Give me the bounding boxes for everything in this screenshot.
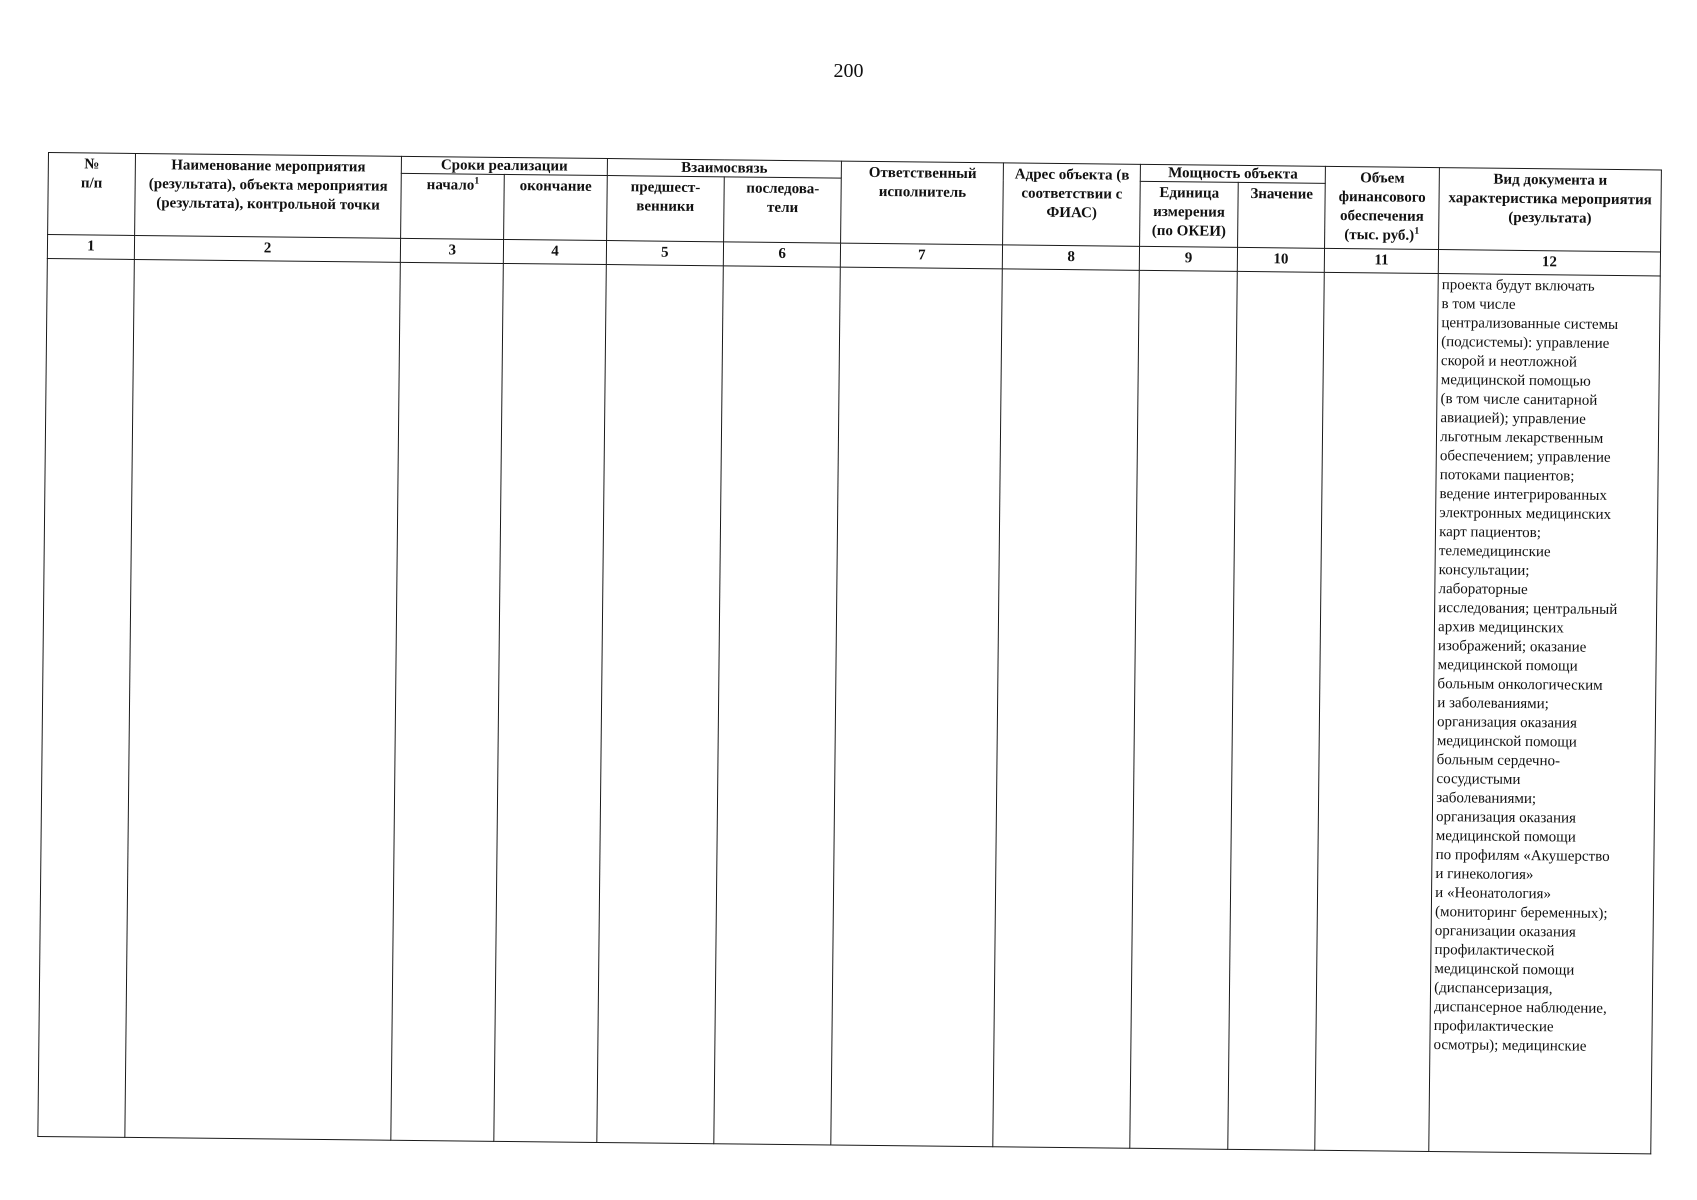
header-funding-sup: 1 [1414, 225, 1420, 237]
cell-number [38, 258, 134, 1137]
column-number: 3 [401, 238, 505, 263]
header-group-link: Взаимосвязь [607, 159, 842, 179]
cell-start [391, 262, 504, 1141]
column-number: 6 [723, 242, 841, 267]
header-row-1 [48, 153, 1661, 187]
cell-responsible [831, 267, 1002, 1147]
column-number: 7 [841, 243, 1003, 269]
header-responsible: Ответственный исполнитель [841, 161, 1004, 245]
cell-successors [714, 266, 841, 1145]
column-number: 8 [1003, 245, 1140, 270]
column-number: 4 [504, 239, 606, 264]
header-funding-label: Объем финансового обеспечения (тыс. руб.) [1338, 170, 1426, 244]
cell-predecessors [596, 265, 723, 1144]
header-address: Адрес объекта (в соответствии с ФИАС) [1003, 163, 1141, 246]
column-number: 11 [1324, 248, 1438, 273]
column-number: 10 [1237, 247, 1324, 272]
table-row [38, 258, 1660, 1153]
header-successors: последова- тели [724, 177, 842, 243]
cell-address [993, 269, 1139, 1148]
cell-funding [1315, 272, 1439, 1151]
header-unit: Единица измерения (по ОКЕИ) [1140, 181, 1239, 247]
header-document-type: Вид документа и характеристика мероприятия (результата) [1439, 168, 1662, 252]
cell-document-description: проекта будут включать в том числе централизованные системы (подсистемы): управление скорой и неотложной медицинской помощью (в том числе санитарной авиацией); управление льготным лекарственным обеспечением; управление потоками пациентов; ведение интегрированных электронных медицинских карт пациентов; телемедицинские консультации; лабораторные исследования; центральный архив медицинских изображений; оказание медицинской помощи больным онкологическим и заболеваниями; организация оказания медицинской помощи больным сердечно- сосудистыми заболеваниями; организация оказания медицинской помощи по профилям «Акушерство и гинекология» и «Неонатология» (мониторинг беременных); организации оказания профилактической медицинской помощи (диспансеризация, диспансерное наблюдение, профилактические осмотры); медицинские [1429, 274, 1660, 1154]
header-end: окончание [504, 174, 607, 240]
cell-name [125, 259, 401, 1140]
cell-value [1228, 271, 1324, 1150]
column-number: 2 [134, 235, 401, 262]
cell-end [494, 263, 606, 1142]
header-group-terms: Сроки реализации [402, 156, 608, 175]
column-number: 12 [1438, 250, 1660, 276]
header-value: Значение [1238, 182, 1326, 248]
header-name: Наименование мероприятия (результата), объекта мероприятия (результата), контрольной точки [135, 153, 402, 238]
page-number: 200 [833, 60, 864, 82]
column-number: 9 [1140, 246, 1238, 271]
column-number: 5 [606, 241, 724, 266]
cell-unit [1130, 270, 1237, 1149]
header-predecessors: предшест- венники [606, 176, 724, 242]
header-start-sup: 1 [474, 175, 480, 187]
column-number: 1 [47, 235, 134, 260]
header-start [401, 173, 505, 239]
header-group-capacity: Мощность объекта [1141, 164, 1326, 183]
header-number: № п/п [48, 153, 136, 236]
events-table [37, 152, 1662, 1154]
header-funding [1325, 166, 1440, 249]
header-start-label: начало [426, 177, 475, 194]
